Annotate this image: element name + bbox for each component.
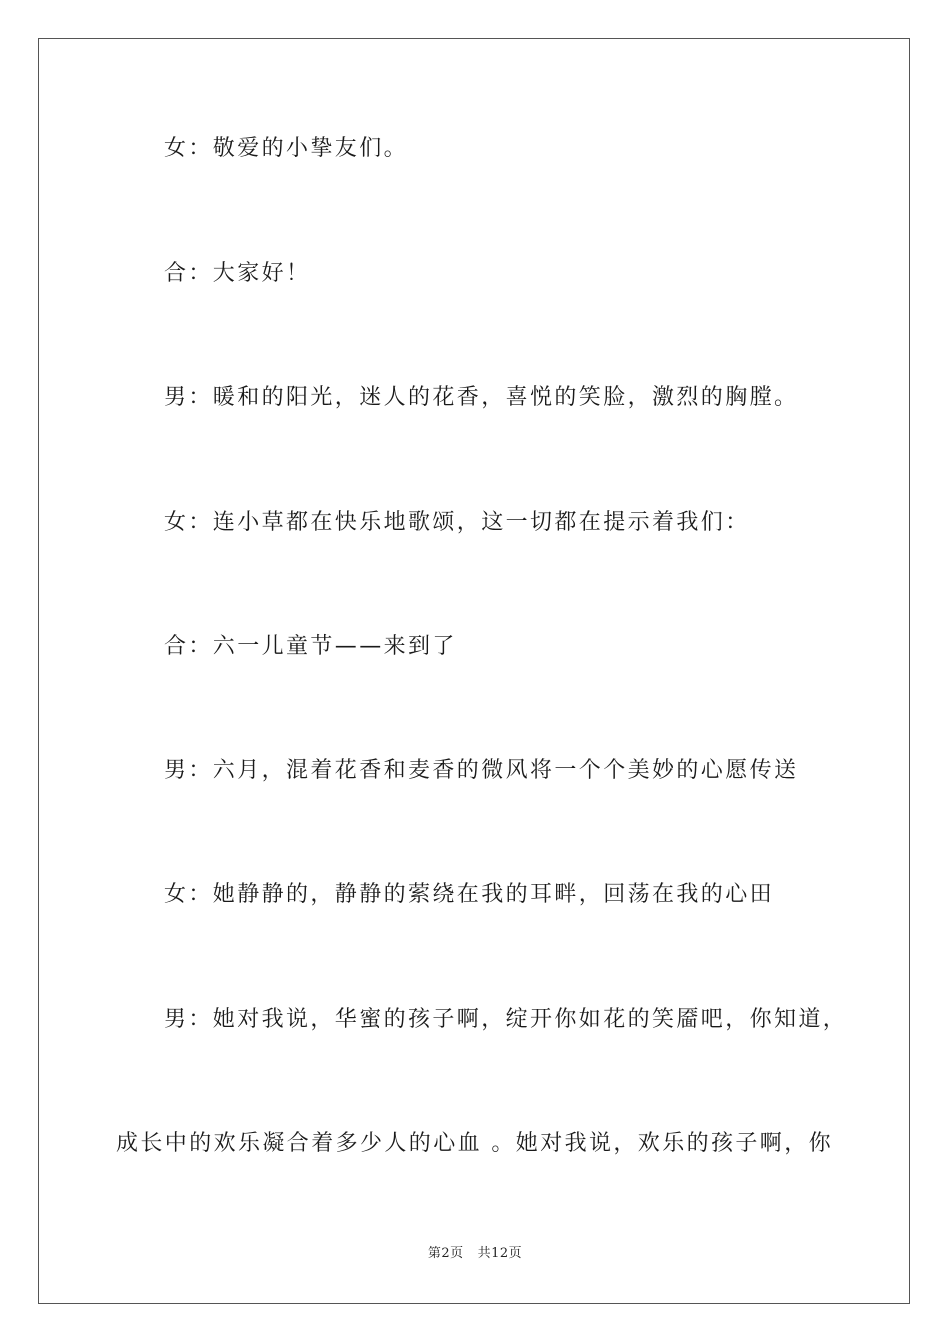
page-border <box>38 38 910 1304</box>
text-line-6: 男：六月，混着花香和麦香的微风将一个个美妙的心愿传送 <box>164 758 799 783</box>
text-line-7: 女：她静静的，静静的萦绕在我的耳畔，回荡在我的心田 <box>164 882 775 907</box>
text-line-5: 合：六一儿童节——来到了 <box>164 634 457 659</box>
text-line-9: 成长中的欢乐凝合着多少人的心血 。她对我说，欢乐的孩子啊，你 <box>116 1131 833 1156</box>
text-line-8: 男：她对我说，华蜜的孩子啊，绽开你如花的笑靥吧，你知道， <box>164 1007 848 1032</box>
page-number: 第2页 <box>427 1246 464 1261</box>
text-line-1: 女：敬爱的小挚友们。 <box>164 136 409 161</box>
page-footer <box>0 1244 950 1264</box>
text-line-4: 女：连小草都在快乐地歌颂，这一切都在提示着我们： <box>164 510 750 535</box>
total-pages: 共12页 <box>477 1246 523 1261</box>
text-line-2: 合：大家好！ <box>164 261 311 286</box>
text-line-3: 男：暖和的阳光，迷人的花香，喜悦的笑脸，激烈的胸膛。 <box>164 385 799 410</box>
